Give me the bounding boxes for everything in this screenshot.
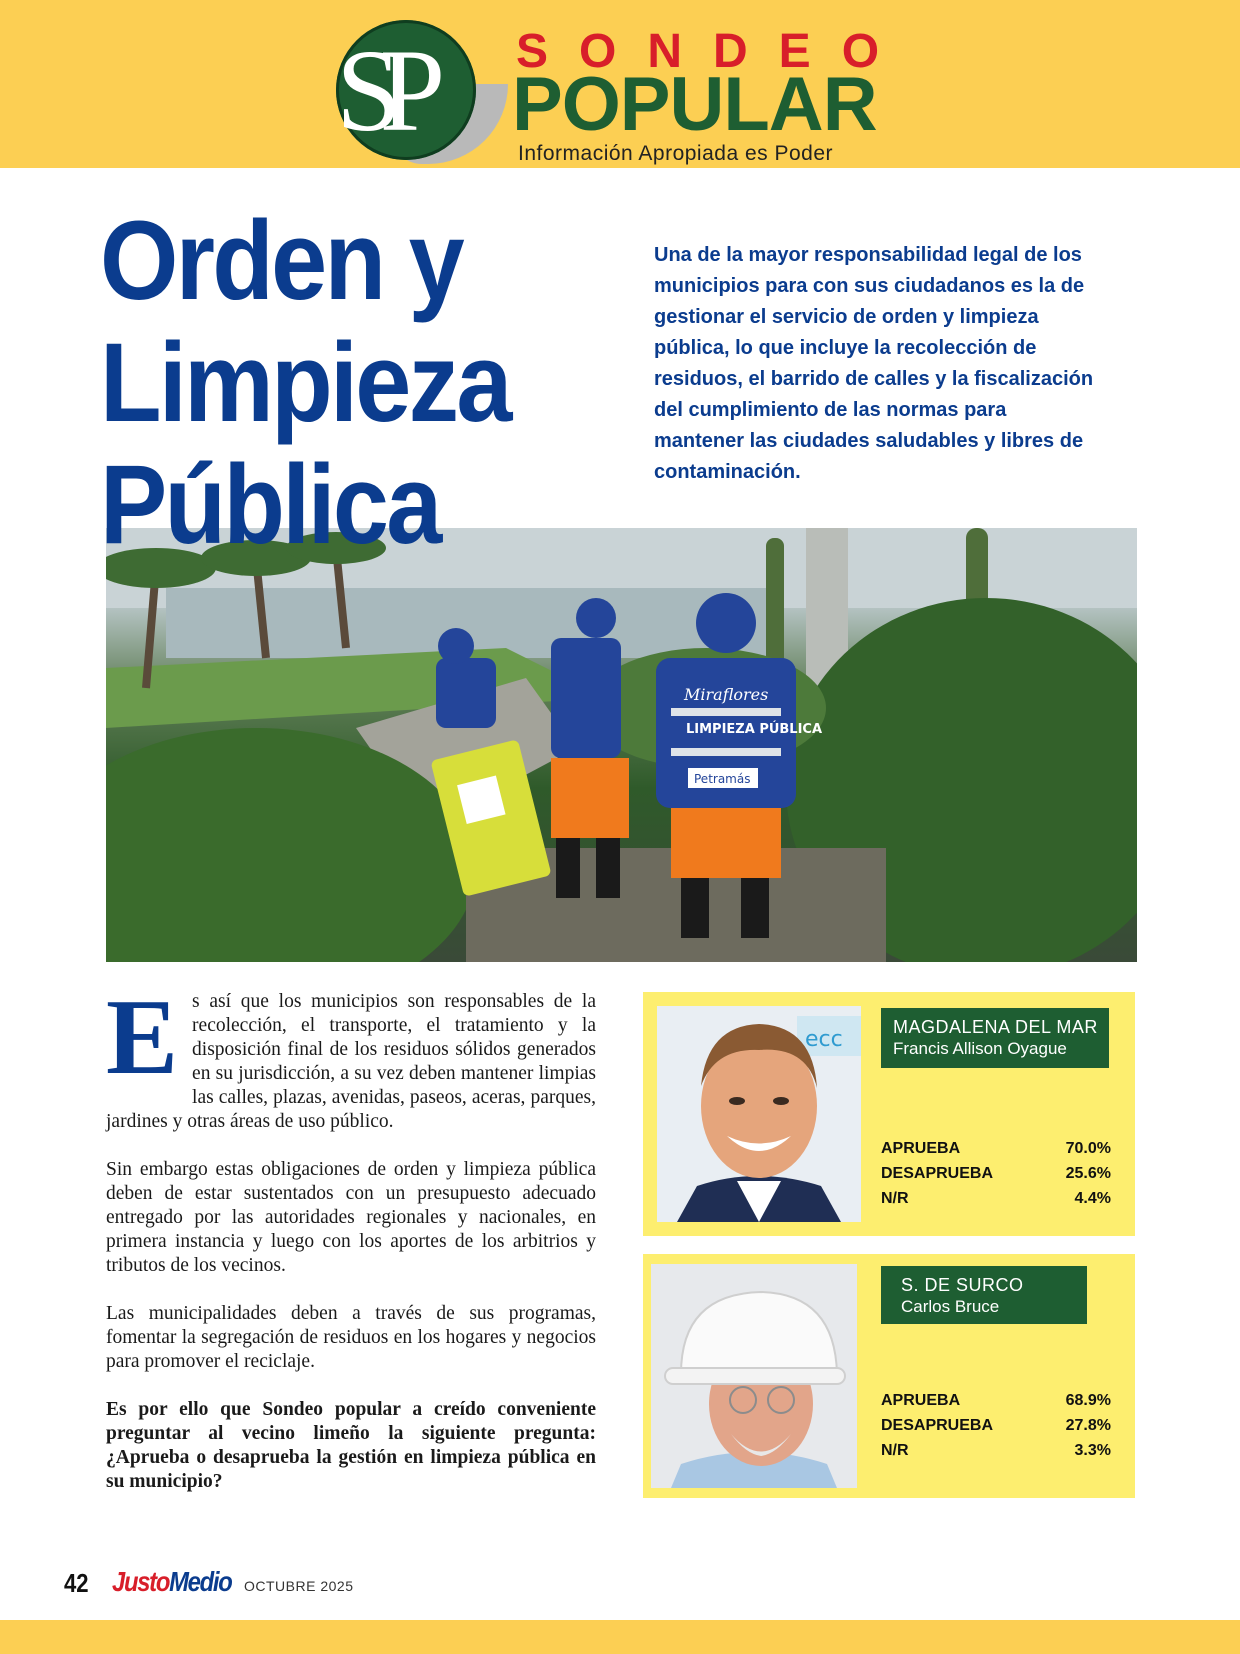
- stat-label: APRUEBA: [881, 1140, 961, 1157]
- district-name: MAGDALENA DEL MAR: [893, 1017, 1098, 1037]
- stat-row-approve: [881, 1136, 1111, 1161]
- stat-label: N/R: [881, 1442, 909, 1459]
- mayor-portrait-magdalena: [657, 1006, 861, 1222]
- stat-label: DESAPRUEBA: [881, 1165, 994, 1182]
- photo-illustration: [106, 528, 1137, 962]
- article-title: [100, 200, 550, 566]
- poll-card-magdalena: [643, 992, 1135, 1236]
- poll-stats: [881, 1388, 1111, 1463]
- street-cleaning-photo: [106, 528, 1137, 962]
- district-name-box: [881, 1008, 1109, 1068]
- stat-label: N/R: [881, 1190, 909, 1207]
- stat-value: 3.3%: [1074, 1442, 1111, 1459]
- footer-brand-part-2: Medio: [169, 1566, 232, 1597]
- vest-contractor-text: Petramás: [694, 772, 751, 786]
- stat-value: 25.6%: [1065, 1165, 1111, 1182]
- paragraph-3: Las municipalidades deben a través de sus programas, fomentar la segregación de residuos en los hogares y negocios para promover el reciclaje.: [106, 1303, 596, 1372]
- stat-value: 70.0%: [1065, 1140, 1111, 1157]
- stat-row-approve: [881, 1388, 1111, 1413]
- stat-label: DESAPRUEBA: [881, 1417, 994, 1434]
- brand-popular: POPULAR: [512, 62, 877, 147]
- footer-band: [0, 1620, 1240, 1654]
- footer-brand-part-1: Justo: [112, 1566, 170, 1597]
- stat-row-disapprove: [881, 1161, 1111, 1186]
- paragraph-1: [106, 978, 596, 1134]
- paragraph-2: Sin embargo estas obligaciones de orden y limpieza pública deben de estar sustentados con un presupuesto adecuado entregado por las autoridades regionales y nacionales, en primera instancia y luego con los aportes de los arbitrios y tributos de los vecinos.: [106, 1159, 596, 1276]
- stat-row-disapprove: [881, 1413, 1111, 1438]
- article-lede: Una de la mayor responsabilidad legal de los municipios para con sus ciudadanos es la de gestionar el servicio de orden y limpieza pública, lo que incluye la recolección de residuos, el barrido de calles y la fiscalización del cumplimiento de las normas para mantener las ciudades saludables y libres de contaminación.: [654, 244, 1094, 483]
- issue-date: OCTUBRE 2025: [244, 1578, 354, 1594]
- article-body: [106, 978, 596, 1518]
- footer-magazine-logo: [112, 1566, 231, 1598]
- title-line-2: Limpieza: [100, 320, 510, 445]
- svg-text:ecc: ecc: [805, 1027, 843, 1052]
- title-line-3: Pública: [100, 442, 440, 567]
- stat-row-no-response: [881, 1186, 1111, 1211]
- stat-value: 4.4%: [1074, 1190, 1111, 1207]
- stat-value: 68.9%: [1065, 1392, 1111, 1409]
- title-line-1: Orden y: [100, 198, 463, 323]
- drop-cap: E: [106, 978, 179, 1097]
- mayor-name: Carlos Bruce: [901, 1297, 1000, 1316]
- brand-sondeo: SONDEO: [516, 25, 911, 78]
- poll-card-surco: [643, 1254, 1135, 1498]
- stat-label: APRUEBA: [881, 1392, 961, 1409]
- vest-service-text: LIMPIEZA PÚBLICA: [686, 722, 823, 737]
- district-name-box: [881, 1266, 1087, 1324]
- logo-monogram: SP: [336, 25, 424, 156]
- poll-stats: [881, 1136, 1111, 1211]
- stat-value: 27.8%: [1065, 1417, 1111, 1434]
- mayor-portrait-surco: [651, 1264, 857, 1488]
- paragraph-1-text: s así que los municipios son responsables de la recolección, el transporte, el tratamiento y la disposición final de los residuos sólidos generados en su jurisdicción, a su vez deben mantener limpias las calles, plazas, avenidas, paseos, aceras, parques, jardines y otras áreas de uso público.: [106, 991, 596, 1132]
- page-number: 42: [64, 1568, 89, 1598]
- paragraph-4-question: Es por ello que Sondeo popular a creído conveniente preguntar al vecino limeño la siguiente pregunta: ¿Aprueba o desaprueba la gestión en limpieza pública en su municipio?: [106, 1399, 596, 1492]
- vest-brand-text: Miraflores: [684, 685, 769, 704]
- stat-row-no-response: [881, 1438, 1111, 1463]
- district-name: S. DE SURCO: [901, 1275, 1024, 1295]
- mayor-name: Francis Allison Oyague: [893, 1039, 1067, 1058]
- brand-tagline: Información Apropiada es Poder: [518, 142, 834, 165]
